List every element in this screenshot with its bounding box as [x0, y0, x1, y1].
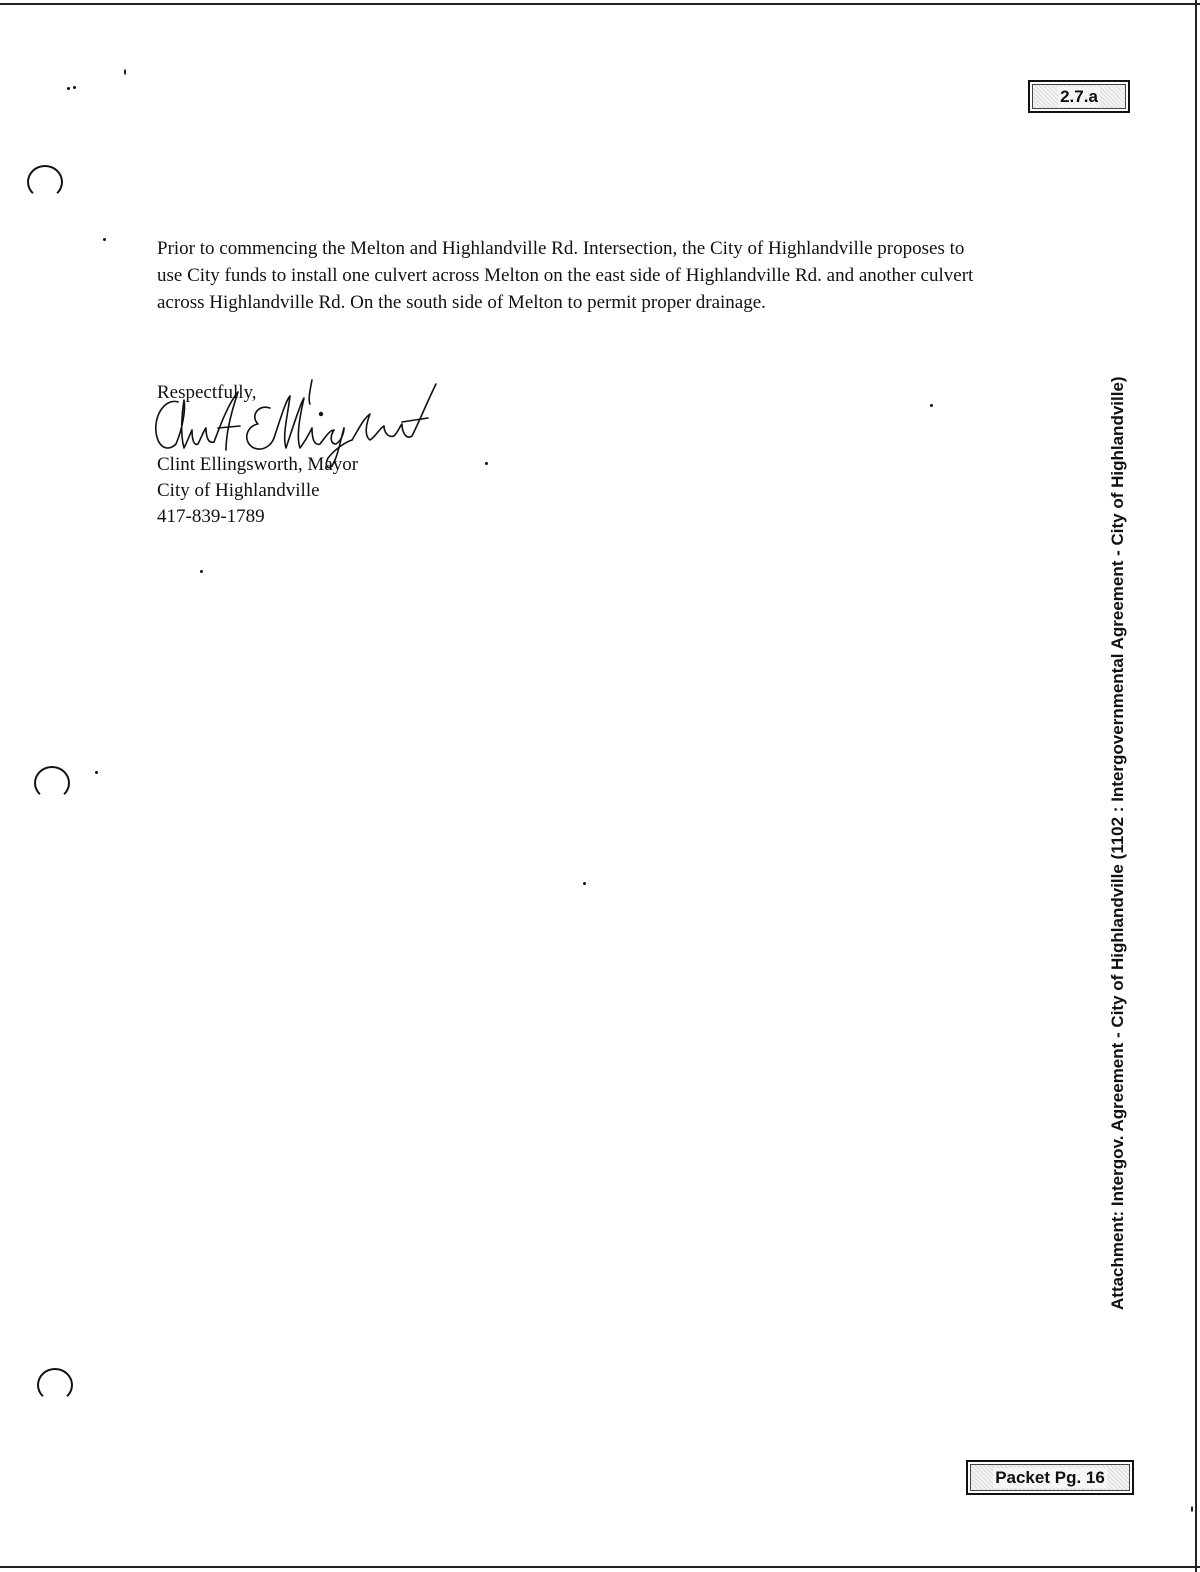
- closing-salutation: Respectfully,: [157, 382, 257, 403]
- packet-page-number: Packet Pg. 16: [995, 1467, 1105, 1487]
- section-number-stamp: [1028, 80, 1130, 113]
- body-paragraph: [157, 235, 1077, 316]
- attachment-side-label: Attachment: Intergov. Agreement - City of Highlandville (1102 : Intergovernmental Agreement - City of Highlandville): [1108, 376, 1127, 1310]
- punch-hole-bottom: [37, 1368, 73, 1402]
- scan-speck: [124, 69, 126, 75]
- scan-speck: [200, 570, 203, 573]
- body-line: Prior to commencing the Melton and Highlandville Rd. Intersection, the City of Highlandville proposes to: [157, 238, 965, 259]
- scan-speck: [583, 882, 586, 885]
- signer-name-title: Clint Ellingsworth, Mayor: [157, 454, 359, 475]
- scan-edge-bottom: [0, 1566, 1200, 1568]
- section-number: 2.7.a: [1060, 86, 1098, 106]
- scan-speck: [930, 404, 933, 407]
- body-line: across Highlandville Rd. On the south side of Melton to permit proper drainage.: [157, 292, 766, 313]
- scan-speck: [67, 87, 70, 90]
- signer-phone: 417-839-1789: [157, 506, 265, 527]
- scan-speck: [103, 238, 106, 241]
- scan-speck: [485, 462, 488, 465]
- signature-block: [157, 452, 358, 530]
- scan-edge-top: [0, 3, 1200, 5]
- packet-page-stamp: [966, 1460, 1134, 1495]
- signer-organization: City of Highlandville: [157, 480, 320, 501]
- scan-speck: [73, 86, 76, 89]
- scan-edge-right: [1195, 0, 1197, 1572]
- scan-speck: [95, 771, 98, 774]
- punch-hole-top: [27, 165, 63, 199]
- punch-hole-middle: [34, 766, 70, 800]
- scan-speck: [1191, 1506, 1193, 1512]
- body-line: use City funds to install one culvert across Melton on the east side of Highlandville Rd. and another culvert: [157, 265, 974, 286]
